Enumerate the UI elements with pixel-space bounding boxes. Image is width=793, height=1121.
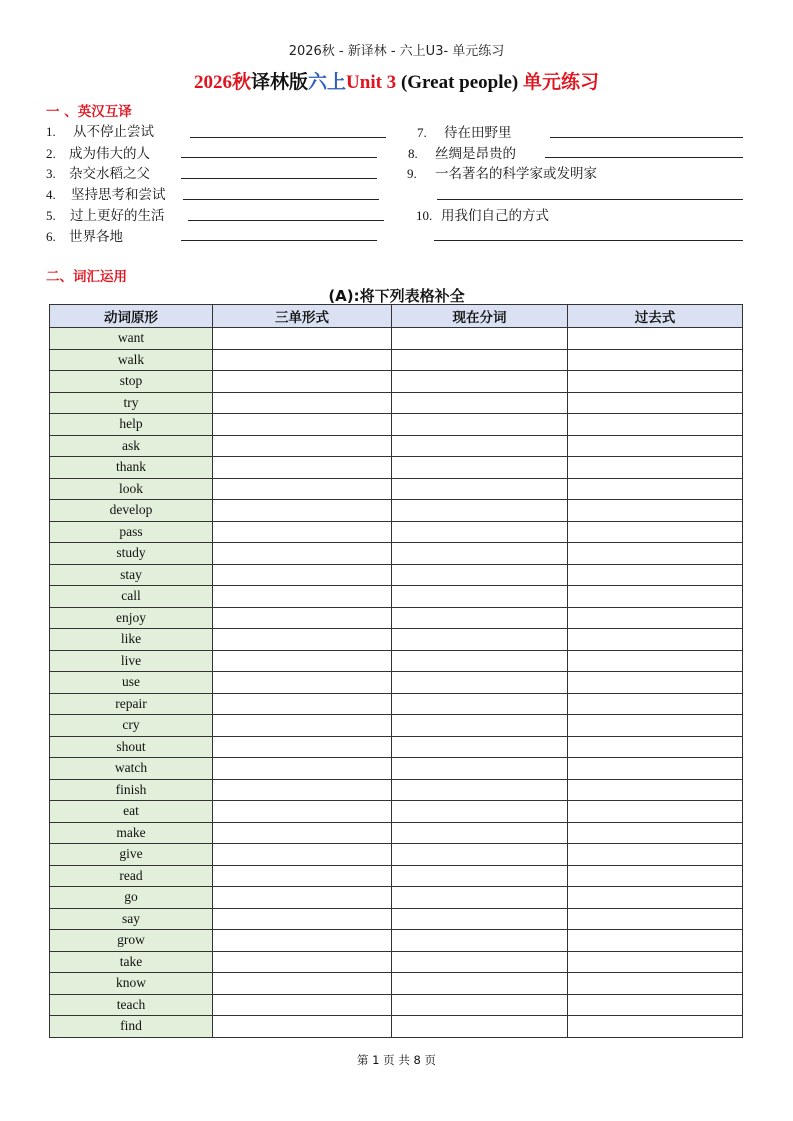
verb-base-cell: find — [50, 1016, 213, 1038]
table-row — [50, 693, 743, 715]
table-row — [50, 478, 743, 500]
table-row — [50, 801, 743, 823]
translation-item-9 — [407, 162, 597, 182]
item-text: 坚持思考和尝试 — [71, 187, 166, 203]
answer-line-1[interactable] — [190, 137, 386, 138]
past-tense-cell[interactable] — [568, 930, 743, 952]
table-row — [50, 672, 743, 694]
past-tense-cell[interactable] — [568, 822, 743, 844]
third-person-cell[interactable] — [213, 435, 392, 457]
translation-item-2 — [46, 142, 150, 162]
past-tense-cell[interactable] — [568, 586, 743, 608]
answer-line-5[interactable] — [188, 220, 384, 221]
present-participle-cell[interactable] — [392, 758, 568, 780]
third-person-cell[interactable] — [213, 607, 392, 629]
table-body — [50, 328, 743, 1038]
present-participle-cell[interactable] — [392, 822, 568, 844]
present-participle-cell[interactable] — [392, 564, 568, 586]
answer-line-4[interactable] — [183, 199, 379, 200]
column-header-third-person: 三单形式 — [213, 305, 392, 328]
title-edition: 译林版 — [251, 72, 309, 93]
verb-base-cell: pass — [50, 521, 213, 543]
third-person-cell[interactable] — [213, 650, 392, 672]
past-tense-cell[interactable] — [568, 736, 743, 758]
verb-base-cell: take — [50, 951, 213, 973]
third-person-cell[interactable] — [213, 392, 392, 414]
table-row — [50, 500, 743, 522]
table-row — [50, 822, 743, 844]
verb-base-cell: develop — [50, 500, 213, 522]
past-tense-cell[interactable] — [568, 478, 743, 500]
table-row — [50, 586, 743, 608]
present-participle-cell[interactable] — [392, 865, 568, 887]
verb-base-cell: use — [50, 672, 213, 694]
third-person-cell[interactable] — [213, 349, 392, 371]
present-participle-cell[interactable] — [392, 887, 568, 909]
verb-base-cell: want — [50, 328, 213, 350]
past-tense-cell[interactable] — [568, 371, 743, 393]
present-participle-cell[interactable] — [392, 779, 568, 801]
table-row — [50, 629, 743, 651]
third-person-cell[interactable] — [213, 973, 392, 995]
title-unit: Unit 3 — [346, 72, 397, 93]
present-participle-cell[interactable] — [392, 629, 568, 651]
present-participle-cell[interactable] — [392, 715, 568, 737]
present-participle-cell[interactable] — [392, 371, 568, 393]
verb-base-cell: thank — [50, 457, 213, 479]
title-suffix: 单元练习 — [518, 72, 600, 93]
past-tense-cell[interactable] — [568, 414, 743, 436]
table-row — [50, 844, 743, 866]
table-row — [50, 349, 743, 371]
past-tense-cell[interactable] — [568, 607, 743, 629]
item-number: 2. — [46, 146, 56, 161]
present-participle-cell[interactable] — [392, 801, 568, 823]
third-person-cell[interactable] — [213, 844, 392, 866]
item-text: 成为伟大的人 — [69, 146, 150, 162]
answer-line-3[interactable] — [181, 178, 377, 179]
past-tense-cell[interactable] — [568, 629, 743, 651]
past-tense-cell[interactable] — [568, 457, 743, 479]
translation-item-5 — [46, 204, 165, 224]
present-participle-cell[interactable] — [392, 672, 568, 694]
item-number: 4. — [46, 187, 56, 202]
past-tense-cell[interactable] — [568, 908, 743, 930]
item-text: 过上更好的生活 — [70, 208, 165, 224]
verb-base-cell: grow — [50, 930, 213, 952]
page-header: 2026秋 - 新译林 - 六上U3- 单元练习 — [288, 44, 505, 59]
verb-base-cell: stay — [50, 564, 213, 586]
translation-item-4 — [46, 183, 166, 203]
translation-item-6 — [46, 225, 123, 245]
item-number: 10. — [416, 208, 433, 223]
present-participle-cell[interactable] — [392, 1016, 568, 1038]
verb-base-cell: enjoy — [50, 607, 213, 629]
past-tense-cell[interactable] — [568, 564, 743, 586]
past-tense-cell[interactable] — [568, 758, 743, 780]
third-person-cell[interactable] — [213, 715, 392, 737]
verb-base-cell: try — [50, 392, 213, 414]
past-tense-cell[interactable] — [568, 435, 743, 457]
present-participle-cell[interactable] — [392, 844, 568, 866]
third-person-cell[interactable] — [213, 758, 392, 780]
present-participle-cell[interactable] — [392, 736, 568, 758]
table-row — [50, 543, 743, 565]
table-row — [50, 887, 743, 909]
present-participle-cell[interactable] — [392, 500, 568, 522]
verb-base-cell: like — [50, 629, 213, 651]
answer-line-8[interactable] — [545, 157, 743, 158]
present-participle-cell[interactable] — [392, 693, 568, 715]
present-participle-cell[interactable] — [392, 457, 568, 479]
third-person-cell[interactable] — [213, 951, 392, 973]
past-tense-cell[interactable] — [568, 328, 743, 350]
past-tense-cell[interactable] — [568, 349, 743, 371]
table-row — [50, 973, 743, 995]
present-participle-cell[interactable] — [392, 994, 568, 1016]
table-row — [50, 994, 743, 1016]
item-number: 3. — [46, 166, 56, 181]
table-row — [50, 908, 743, 930]
table-row — [50, 607, 743, 629]
verb-base-cell: watch — [50, 758, 213, 780]
verb-base-cell: give — [50, 844, 213, 866]
past-tense-cell[interactable] — [568, 1016, 743, 1038]
present-participle-cell[interactable] — [392, 951, 568, 973]
present-participle-cell[interactable] — [392, 435, 568, 457]
item-text: 待在田野里 — [444, 125, 512, 141]
past-tense-cell[interactable] — [568, 693, 743, 715]
answer-line-7[interactable] — [550, 137, 743, 138]
table-subtitle: (A):将下列表格补全 — [328, 287, 465, 305]
present-participle-cell[interactable] — [392, 586, 568, 608]
present-participle-cell[interactable] — [392, 414, 568, 436]
third-person-cell[interactable] — [213, 672, 392, 694]
past-tense-cell[interactable] — [568, 543, 743, 565]
present-participle-cell[interactable] — [392, 392, 568, 414]
table-row — [50, 758, 743, 780]
third-person-cell[interactable] — [213, 564, 392, 586]
present-participle-cell[interactable] — [392, 973, 568, 995]
verb-base-cell: look — [50, 478, 213, 500]
past-tense-cell[interactable] — [568, 779, 743, 801]
item-text: 丝绸是昂贵的 — [435, 146, 516, 162]
title-year: 2026秋 — [193, 72, 251, 93]
verb-base-cell: help — [50, 414, 213, 436]
past-tense-cell[interactable] — [568, 500, 743, 522]
answer-line-2[interactable] — [181, 157, 377, 158]
verb-base-cell: know — [50, 973, 213, 995]
past-tense-cell[interactable] — [568, 715, 743, 737]
third-person-cell[interactable] — [213, 930, 392, 952]
third-person-cell[interactable] — [213, 500, 392, 522]
verb-base-cell: study — [50, 543, 213, 565]
item-number: 9. — [407, 166, 417, 181]
answer-line-10[interactable] — [434, 240, 743, 241]
verb-base-cell: finish — [50, 779, 213, 801]
table-row — [50, 865, 743, 887]
past-tense-cell[interactable] — [568, 887, 743, 909]
past-tense-cell[interactable] — [568, 844, 743, 866]
verb-forms-table — [49, 304, 743, 1038]
third-person-cell[interactable] — [213, 887, 392, 909]
third-person-cell[interactable] — [213, 908, 392, 930]
third-person-cell[interactable] — [213, 1016, 392, 1038]
item-text: 一名著名的科学家或发明家 — [435, 166, 597, 182]
third-person-cell[interactable] — [213, 865, 392, 887]
third-person-cell[interactable] — [213, 629, 392, 651]
present-participle-cell[interactable] — [392, 908, 568, 930]
translation-item-8 — [408, 142, 516, 162]
verb-base-cell: make — [50, 822, 213, 844]
past-tense-cell[interactable] — [568, 801, 743, 823]
present-participle-cell[interactable] — [392, 650, 568, 672]
table-row — [50, 328, 743, 350]
third-person-cell[interactable] — [213, 457, 392, 479]
item-text: 杂交水稻之父 — [69, 166, 150, 182]
column-header-past-tense: 过去式 — [568, 305, 743, 328]
translation-item-10 — [416, 204, 549, 224]
worksheet-title — [0, 67, 793, 94]
past-tense-cell[interactable] — [568, 951, 743, 973]
present-participle-cell[interactable] — [392, 543, 568, 565]
verb-base-cell: read — [50, 865, 213, 887]
item-number: 8. — [408, 146, 418, 161]
item-number: 6. — [46, 229, 56, 244]
past-tense-cell[interactable] — [568, 650, 743, 672]
third-person-cell[interactable] — [213, 822, 392, 844]
past-tense-cell[interactable] — [568, 392, 743, 414]
third-person-cell[interactable] — [213, 779, 392, 801]
verb-base-cell: call — [50, 586, 213, 608]
verb-base-cell: go — [50, 887, 213, 909]
table-row — [50, 951, 743, 973]
past-tense-cell[interactable] — [568, 994, 743, 1016]
title-grade: 六上 — [308, 72, 347, 93]
table-row — [50, 779, 743, 801]
section-heading-translation: 一 、英汉互译 — [46, 104, 132, 120]
column-header-base-form: 动词原形 — [50, 305, 213, 328]
item-text: 世界各地 — [69, 229, 123, 245]
answer-line-6[interactable] — [181, 240, 377, 241]
page-footer: 第 1 页 共 8 页 — [357, 1053, 436, 1067]
present-participle-cell[interactable] — [392, 607, 568, 629]
table-header-row — [50, 305, 743, 328]
translation-item-3 — [46, 162, 150, 182]
third-person-cell[interactable] — [213, 543, 392, 565]
third-person-cell[interactable] — [213, 521, 392, 543]
table-row — [50, 371, 743, 393]
table-row — [50, 736, 743, 758]
answer-line-9[interactable] — [437, 199, 743, 200]
present-participle-cell[interactable] — [392, 349, 568, 371]
translation-item-1 — [46, 120, 154, 140]
third-person-cell[interactable] — [213, 801, 392, 823]
table-row — [50, 521, 743, 543]
verb-base-cell: shout — [50, 736, 213, 758]
third-person-cell[interactable] — [213, 414, 392, 436]
present-participle-cell[interactable] — [392, 478, 568, 500]
table-row — [50, 650, 743, 672]
present-participle-cell[interactable] — [392, 930, 568, 952]
third-person-cell[interactable] — [213, 478, 392, 500]
third-person-cell[interactable] — [213, 736, 392, 758]
verb-base-cell: repair — [50, 693, 213, 715]
table-row — [50, 457, 743, 479]
third-person-cell[interactable] — [213, 693, 392, 715]
verb-base-cell: live — [50, 650, 213, 672]
verb-base-cell: teach — [50, 994, 213, 1016]
table-row — [50, 930, 743, 952]
verb-base-cell: stop — [50, 371, 213, 393]
third-person-cell[interactable] — [213, 328, 392, 350]
third-person-cell[interactable] — [213, 994, 392, 1016]
table-row — [50, 414, 743, 436]
item-number: 1. — [46, 124, 56, 139]
third-person-cell[interactable] — [213, 586, 392, 608]
column-header-present-participle: 现在分词 — [392, 305, 568, 328]
verb-base-cell: say — [50, 908, 213, 930]
item-text: 用我们自己的方式 — [441, 208, 549, 224]
third-person-cell[interactable] — [213, 371, 392, 393]
verb-base-cell: ask — [50, 435, 213, 457]
past-tense-cell[interactable] — [568, 865, 743, 887]
title-topic: (Great people) — [396, 72, 519, 93]
table-row — [50, 435, 743, 457]
translation-item-7 — [417, 121, 512, 141]
verb-base-cell: walk — [50, 349, 213, 371]
table-row — [50, 1016, 743, 1038]
item-text: 从不停止尝试 — [73, 124, 154, 140]
verb-base-cell: eat — [50, 801, 213, 823]
past-tense-cell[interactable] — [568, 973, 743, 995]
table-row — [50, 564, 743, 586]
verb-base-cell: cry — [50, 715, 213, 737]
section-heading-vocabulary: 二、词汇运用 — [46, 269, 127, 285]
past-tense-cell[interactable] — [568, 521, 743, 543]
present-participle-cell[interactable] — [392, 521, 568, 543]
table-row — [50, 715, 743, 737]
item-number: 5. — [46, 208, 56, 223]
table-row — [50, 392, 743, 414]
past-tense-cell[interactable] — [568, 672, 743, 694]
present-participle-cell[interactable] — [392, 328, 568, 350]
item-number: 7. — [417, 125, 427, 140]
